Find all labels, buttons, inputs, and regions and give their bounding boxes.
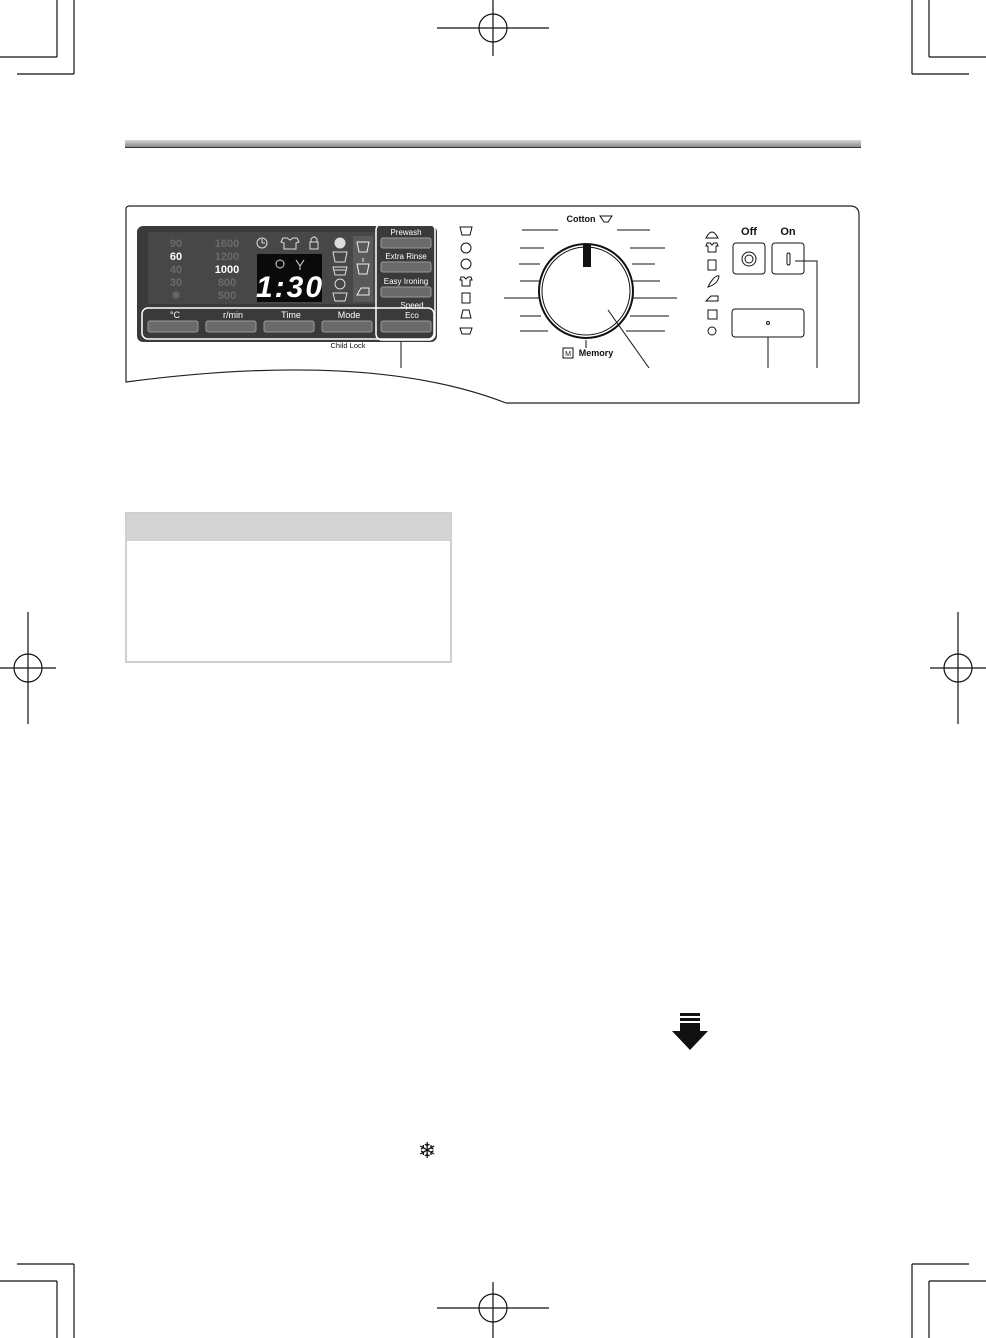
on-button[interactable] [772,243,804,274]
spin-1000: 1000 [214,264,240,276]
mode-button[interactable] [322,321,372,332]
snowflake-icon: ❄ [418,1139,437,1164]
off-label: Off [741,226,757,238]
temp-30: 30 [169,277,183,289]
control-panel [120,200,865,410]
registration-mark-right [930,612,986,724]
time-button[interactable] [264,321,314,332]
temperature-list [170,238,182,302]
time-button-label: Time [281,310,301,320]
spin-1600: 1600 [214,238,240,250]
spin-800: 800 [217,277,237,289]
spin-500: 500 [217,290,237,302]
registration-mark-top [437,0,549,56]
off-button[interactable] [733,243,765,274]
dial-top-label: Cotton [566,214,596,224]
temp-40: 40 [169,264,183,276]
temp-cold: ❄ [171,290,181,302]
svg-text:Extra Rinse: Extra Rinse [385,252,427,261]
easy-ironing-button[interactable] [381,277,431,297]
on-label: On [780,226,796,238]
spin-1200: 1200 [214,251,240,263]
mode-button-label: Mode [337,310,361,320]
speed-label: Speed [400,301,424,310]
child-lock-label: Child Lock [330,341,366,350]
temperature-button[interactable] [148,321,198,332]
spin-button-label: r/min [223,310,243,320]
time-display-digits: 1:30 [255,271,325,304]
svg-text:Easy Ironing: Easy Ironing [383,277,429,286]
dial-memory-label: Memory [578,348,614,358]
spin-list [215,238,239,302]
memory-badge: M [565,351,571,358]
registration-mark-bottom [437,1282,549,1338]
svg-text:Prewash: Prewash [390,228,422,237]
eco-label: Eco [405,311,419,320]
dial-pointer [583,244,591,267]
note-header [127,514,450,541]
temp-90: 90 [169,238,183,250]
door-button[interactable] [732,309,804,337]
extra-rinse-button[interactable] [381,252,431,272]
registration-mark-left [0,612,56,724]
baby-icon [335,238,345,248]
speed-eco-button[interactable] [381,321,431,332]
spin-button[interactable] [206,321,256,332]
temp-60: 60 [169,251,183,263]
down-arrow-icon [672,1013,708,1051]
temperature-button-label: °C [169,310,181,320]
section-header-bar [125,140,861,148]
